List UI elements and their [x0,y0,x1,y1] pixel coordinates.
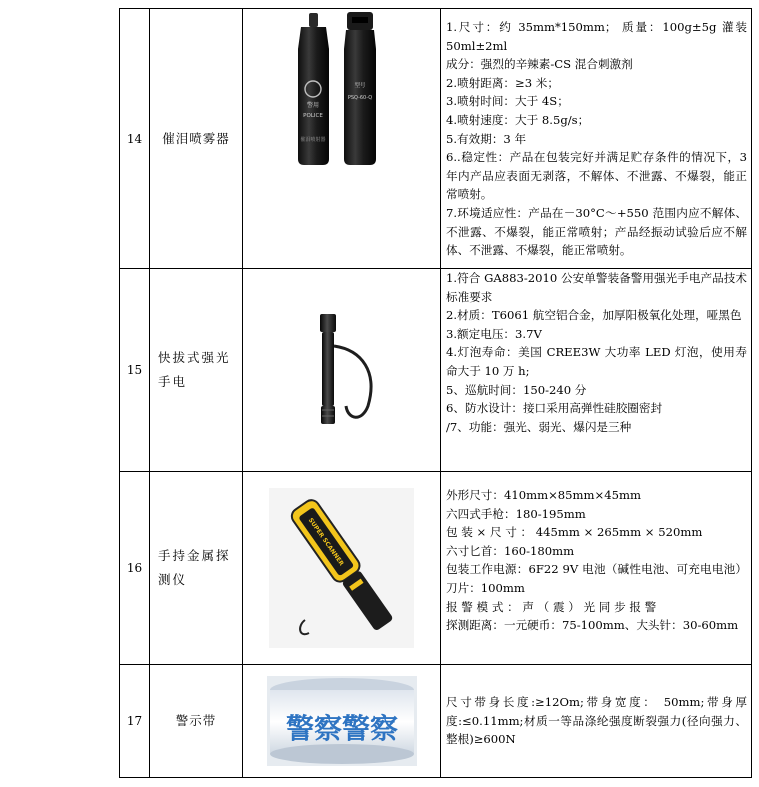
spec-line: 4.喷射速度：大于 8.5g/s； [446,112,590,127]
canister-label: POLICE [303,113,323,119]
spec-line: 报 警 模 式 ： 声 （ 震 ） 光 同 步 报 警 [446,599,657,614]
item-name: 催泪喷雾器 [162,130,230,146]
item-number: 17 [126,714,143,728]
spec-line: 3.喷射时间：大于 4S； [446,94,569,109]
spec-line: 6、防水设计：接口采用高弹性硅胶圈密封 [446,401,663,416]
spec-line: 包装工作电源：6F22 9V 电池（碱性电池、可充电电池）刀片：100mm [446,562,747,595]
flashlight-picture [282,310,402,430]
detector-label: SUPER SCANNER [306,516,345,568]
spec-line: 5.有效期：3 年 [446,131,527,146]
item-name: 快拔式强光手电 [158,350,231,389]
spec-line: 4.灯泡寿命：美国 CREE3W 大功率 LED 灯泡，使用寿命大于 10 万 h; [446,345,747,378]
item-number: 16 [126,561,143,575]
item-specs [441,486,751,664]
svg-text:型号: 型号 [354,83,366,89]
item-specs [441,269,751,471]
svg-text:警用: 警用 [306,102,320,109]
canister-model: PSQ-60-Q [347,95,373,101]
metal-detector-picture [269,488,414,648]
warning-tape-picture [267,676,417,766]
spec-line: 7.环境适应性：产品在－30°C～+550 范围内应不解体、不泄露、不爆裂，能正常喷射；产品经振动试验后应不解体、不泄露、不爆裂，能正常喷射。 [446,205,747,258]
metal-detector-image [243,472,440,664]
spec-line: 六四式手枪：180-195mm [446,506,586,521]
item-specs [441,693,751,777]
tape-print: 警察警察 [285,712,398,745]
flashlight-image [243,269,440,471]
spec-line: 包 装 × 尺 寸 ： 445mm × 265mm × 520mm [446,525,703,540]
svg-text:催泪喷射器: 催泪喷射器 [300,137,326,143]
spec-line: 探测距离：一元硬币：75-100mm、大头针：30-60mm [446,618,739,633]
spec-line: 尺寸带身长度:≥12Om;带身宽度： 50mm;带身厚度:≤0.11mm;材质一等品涤纶强度断裂强力(径向强力、整根)≥600N [446,695,747,747]
table-border-bottom [119,777,752,778]
spec-line: 外形尺寸：410mm×85mm×45mm [446,488,641,502]
spec-line: 成分：强烈的辛辣素-CS 混合刺激剂 [446,57,633,72]
item-number: 15 [126,363,143,377]
item-name: 手持金属探测仪 [158,548,231,587]
pepper-spray-image [243,9,440,268]
warning-tape-image [243,665,440,777]
item-specs [441,18,751,268]
spec-line: 5、巡航时间：150-240 分 [446,382,587,397]
spec-line: 六寸匕首：160-180mm [446,543,575,558]
pepper-spray-picture [243,9,440,169]
spec-line: 6..稳定性：产品在包装完好并满足贮存条件的情况下，3 年内产品应表面无剥落，不解体、不泄露、不爆裂，能正常喷射。 [446,150,747,202]
spec-line: 2.喷射距离：≥3 米； [446,75,559,90]
table-border-right [751,8,752,778]
spec-line: 3.额定电压：3.7V [446,326,542,341]
spec-line: 2.材质：T6061 航空铝合金，加厚阳极氧化处理，哑黑色 [446,308,742,323]
spec-line: 1.符合 GA883-2010 公安单警装备警用强光手电产品技术标准要求 [446,271,747,304]
item-number: 14 [126,131,143,146]
spec-line: /7、功能：强光、弱光、爆闪是三种 [446,419,632,434]
spec-line: 1.尺寸：约 35mm*150mm； 质量：100g±5g 灌装 50ml±2ml [446,20,747,53]
item-name: 警示带 [175,713,217,728]
